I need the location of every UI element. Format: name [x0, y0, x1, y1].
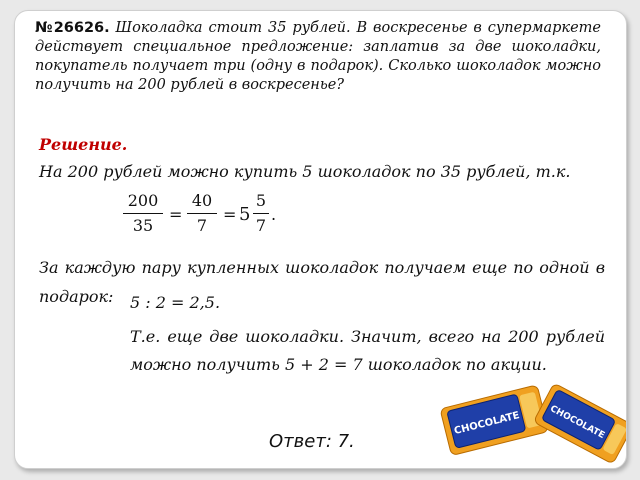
denominator: 7	[255, 216, 267, 235]
solution-heading: Решение.	[39, 135, 128, 154]
fraction-40-7	[187, 191, 217, 236]
answer: Ответ: 7.	[269, 431, 355, 452]
slide	[14, 10, 627, 469]
problem-statement	[35, 19, 601, 95]
chocolate-bars-icon	[430, 377, 626, 469]
fraction-5-7	[253, 191, 269, 236]
denominator: 35	[132, 216, 154, 235]
numerator: 200	[127, 191, 159, 210]
numerator: 5	[255, 191, 267, 210]
wrapper-label: CHOCOLATE	[453, 410, 521, 438]
equals-sign: =	[223, 205, 237, 224]
wrapper-label: CHOCOLATE	[548, 403, 607, 442]
denominator: 7	[196, 216, 208, 235]
fraction-200-35	[123, 191, 163, 236]
mixed-whole: 5	[239, 204, 251, 225]
division-calc: 5 : 2 = 2,5.	[130, 293, 221, 312]
problem-number: №26626.	[35, 20, 110, 36]
equals-sign: =	[169, 205, 183, 224]
numerator: 40	[191, 191, 213, 210]
solution-paragraph-2: За каждую пару купленных шоколадок получаем еще по одной в подарок:	[39, 258, 605, 306]
formula-period: .	[271, 205, 277, 224]
solution-line-1: На 200 рублей можно купить 5 шоколадок по 35 рублей, т.к.	[39, 162, 571, 181]
conclusion-text: Т.е. еще две шоколадки. Значит, всего на 200 рублей можно получить 5 + 2 = 7 шоколадок по акции.	[130, 327, 605, 374]
problem-text: Шоколадка стоит 35 рублей. В воскресенье в супермаркете действует специальное предложение: заплатив за две шоколадки, покупатель получает три (одну в подарок). Сколько шоколадок можно получить на 200 рублей в воскресенье?	[35, 20, 601, 93]
